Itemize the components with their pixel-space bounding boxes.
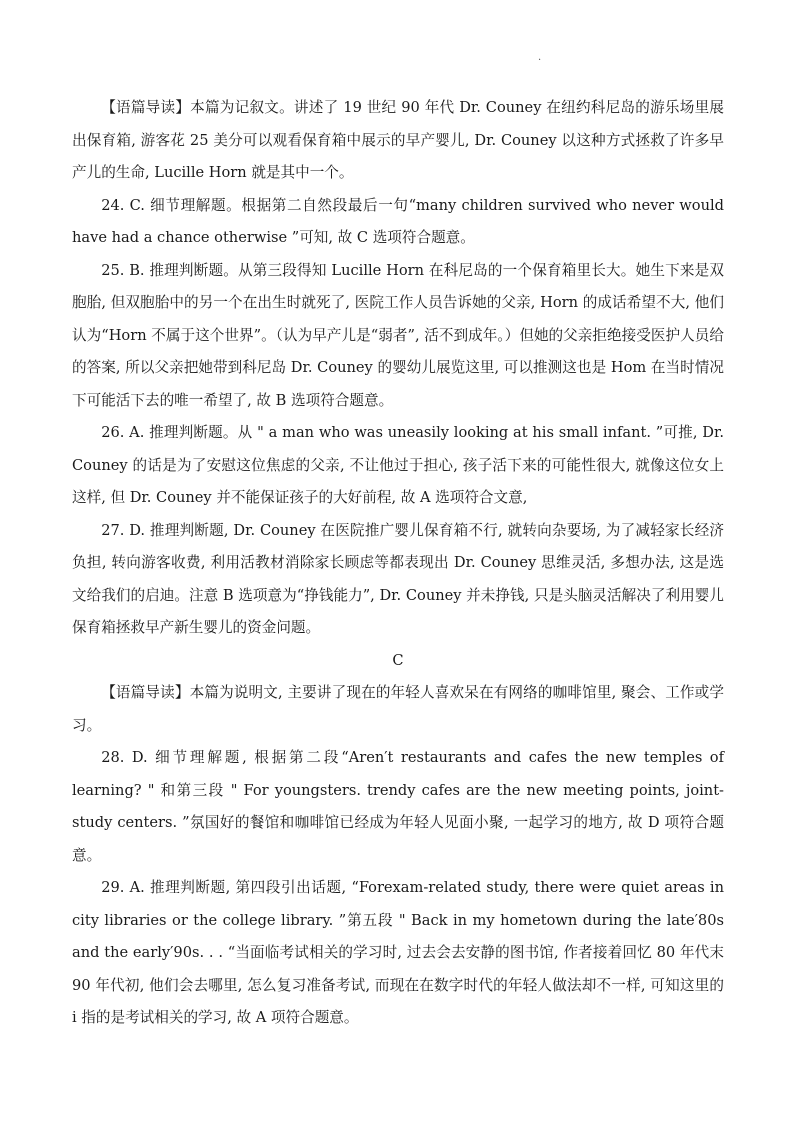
answer-29: 29. A. 推理判断题, 第四段引出话题, “Forexam-related study, there were quiet areas in city libraries or the college library. ”第五段 " Back in my hometown during the late′80s and the early′90s. . . “当面临考试相关的学习时, 过去会去安静的图书馆, 作者接着回忆 80 年代末 90 年代初, 他们会去哪里, 怎么复习准备考试, 而现在在数字时代的年轻人做法却不一样, 可知这里的 i 指的是考试相关的学习, 故 A 项符合题意。: [72, 879, 724, 1026]
page-dot: .: [538, 52, 542, 63]
answer-24: 24. C. 细节理解题。根据第二自然段最后一句“many children survived who never would have had a chance otherwise ”可知, 故 C 选项符合题意。: [72, 196, 724, 246]
answer-26: 26. A. 推理判断题。从 " a man who was uneasily looking at his small infant. ”可推, Dr. Couney 的话是为了安慰这位焦虑的父亲, 不让他过于担心, 孩子活下来的可能性很大, 就像这位女上这样, 但 Dr. Couney 并不能保证孩子的大好前程, 故 A 选项符合文意,: [72, 424, 724, 506]
passage-b-intro: 【语篇导读】本篇为记叙文。讲述了 19 世纪 90 年代 Dr. Couney 在纽约科尼岛的游乐场里展出保育箱, 游客花 25 美分可以观看保育箱中展示的早产婴儿, Dr. Couney 以这种方式拯救了许多早产儿的生命, Lucille Horn 就是其中一个。: [72, 99, 724, 181]
section-heading-c: C: [392, 651, 404, 669]
answer-27: 27. D. 推理判断题, Dr. Couney 在医院推广婴儿保育箱不行, 就转向杂要场, 为了减轻家长经济负担, 转向游客收费, 利用活教材消除家长顾虑等都表现出 Dr. Couney 思维灵活, 多想办法, 这是选文给我们的启迪。注意 B 选项意为“挣钱能力”, Dr. Couney 并未挣钱, 只是头脑灵活解决了利用婴儿保育箱拯救早产新生婴儿的资金问题。: [72, 521, 724, 636]
document-body: [72, 92, 724, 1035]
answer-25: 25. B. 推理判断题。从第三段得知 Lucille Horn 在科尼岛的一个保育箱里长大。她生下来是双胞胎, 但双胞胎中的另一个在出生时就死了, 医院工作人员告诉她的父亲, Horn 的成话希望不大, 他们认为“Horn 不属于这个世界”。（认为早产儿是“弱者”, 活不到成年。）但她的父亲拒绝接受医护人员给的答案, 所以父亲把她带到科尼岛 Dr. Couney 的婴幼儿展览这里, 可以推测这也是 Hom 在当时情况下可能活下去的唯一希望了, 故 B 选项符合题意。: [72, 261, 724, 409]
answer-28: 28. D. 细节理解题, 根据第二段“Aren′t restaurants and cafes the new temples of learning? " 和第三段 " For youngsters. trendy cafes are the new meeting points, joint-study centers. ”氛国好的餐馆和咖啡馆已经成为年轻人见面小聚, 一起学习的地方, 故 D 项符合题意。: [72, 749, 724, 864]
passage-c-intro: 【语篇导读】本篇为说明文, 主要讲了现在的年轻人喜欢呆在有网络的咖啡馆里, 聚会、工作或学习。: [72, 684, 724, 734]
